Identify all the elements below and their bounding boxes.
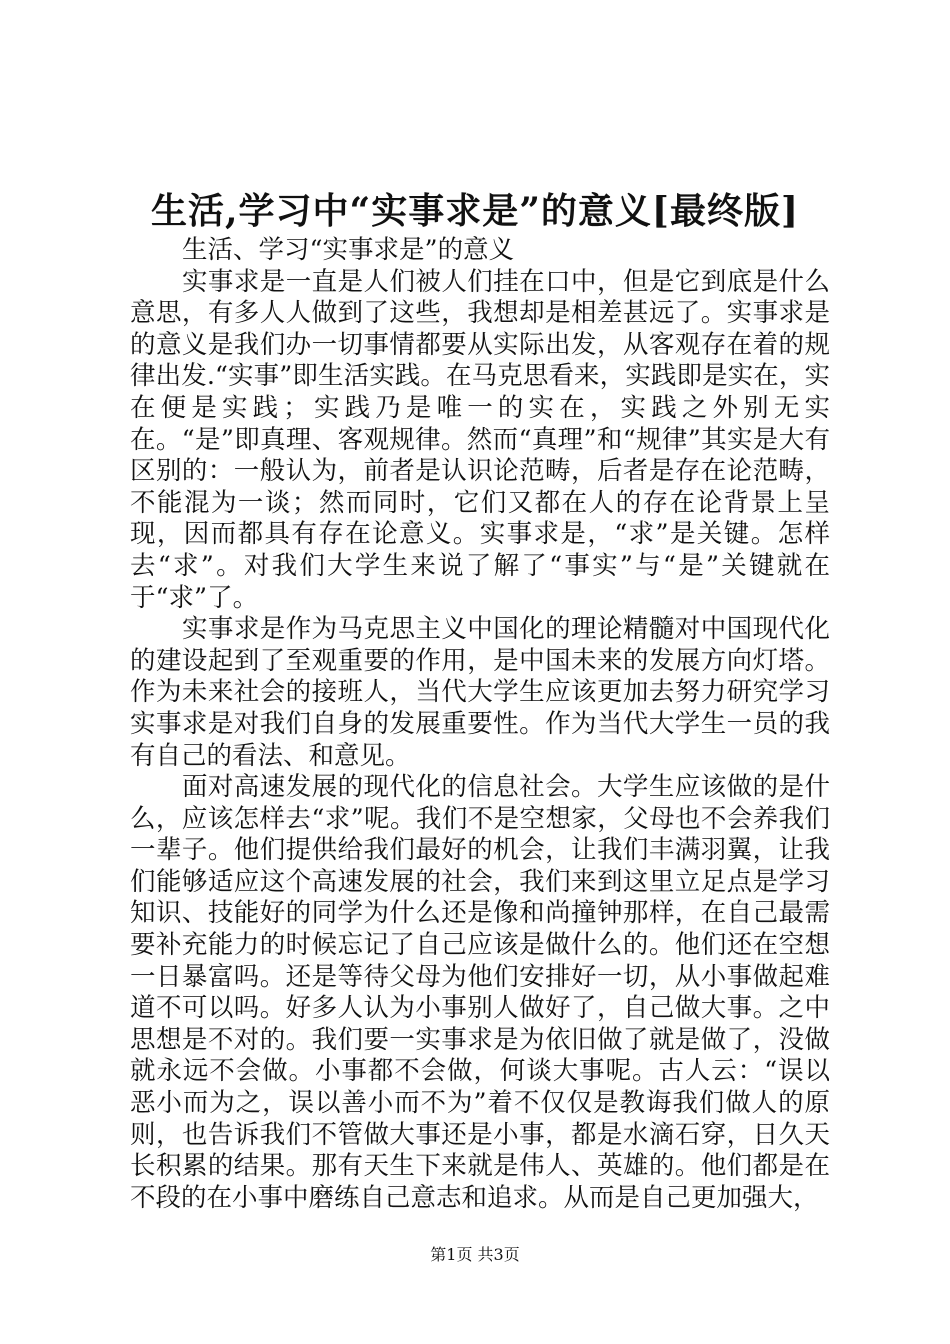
body-paragraph-1: 实事求是一直是人们被人们挂在口中，但是它到底是什么意思，有多人人做到了这些，我想却是相差甚远了。实事求是的意义是我们办一切事情都要从实际出发，从客观存在着的规律出发.“实事”即生活实践。在马克思看来，实践即是实在，实在便是实践；实践乃是唯一的实在，实践之外别无实在。“是”即真理、客观规律。然而“真理”和“规律”其实是大有区别的：一般认为，前者是认识论范畴，后者是存在论范畴，不能混为一谈；然而同时，它们又都在人的存在论背景上呈现，因而都具有存在论意义。实事求是，“求”是关键。怎样去“求”。对我们大学生来说了解了“事实”与“是”关键就在于“求”了。: [130, 266, 830, 613]
page-number-footer: 第1页 共3页: [430, 1245, 520, 1264]
body-paragraph-3: 面对高速发展的现代化的信息社会。大学生应该做的是什么，应该怎样去“求”呢。我们不是空想家，父母也不会养我们一辈子。他们提供给我们最好的机会，让我们丰满羽翼，让我们能够适应这个高速发展的社会，我们来到这里立足点是学习知识、技能好的同学为什么还是像和尚撞钟那样，在自己最需要补充能力的时候忘记了自己应该是做什么的。他们还在空想一日暴富吗。还是等待父母为他们安排好一切，从小事做起难道不可以吗。好多人认为小事别人做好了，自己做大事。之中思想是不对的。我们要一实事求是为依旧做了就是做了，没做就永远不会做。小事都不会做，何谈大事呢。古人云：“误以恶小而为之，误以善小而不为”着不仅仅是教诲我们做人的原则，也告诉我们不管做大事还是小事，都是水滴石穿，日久天长积累的结果。那有天生下来就是伟人、英雄的。他们都是在不段的在小事中磨练自己意志和追求。从而是自己更加强大，: [130, 772, 830, 1213]
document-title: 生活,学习中“实事求是”的意义[最终版]: [150, 190, 799, 232]
document-subtitle: 生活、学习“实事求是”的意义: [182, 235, 515, 265]
body-paragraph-2: 实事求是作为马克思主义中国化的理论精髓对中国现代化的建设起到了至观重要的作用，是中国未来的发展方向灯塔。作为未来社会的接班人，当代大学生应该更加去努力研究学习实事求是对我们自身的发展重要性。作为当代大学生一员的我有自己的看法、和意见。: [130, 614, 830, 771]
document-body: [130, 235, 830, 1214]
